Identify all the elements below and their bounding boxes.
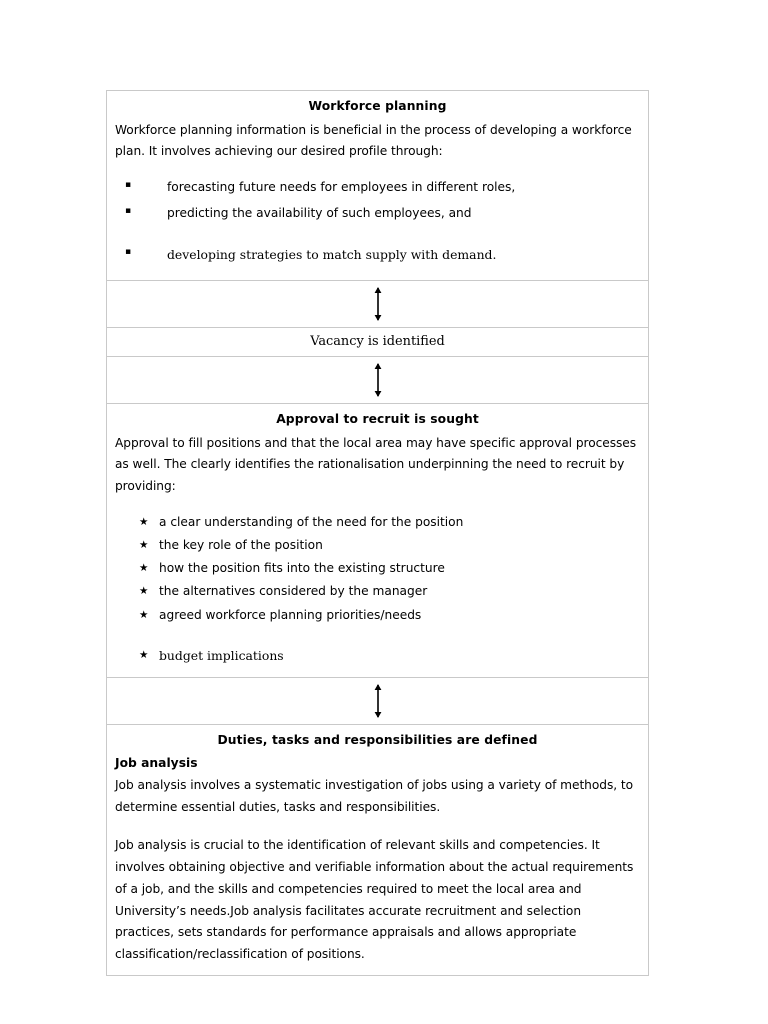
list-item-label: how the position fits into the existing structure [159,561,445,576]
section-approval-to-recruit [106,404,649,678]
list-item-label: budget implications [159,647,284,663]
connector-2-cell [107,357,648,403]
spacer [115,163,640,177]
list-item [115,605,640,626]
square-bullet-icon: ▪ [125,205,132,216]
list-item-label: developing strategies to match supply with demand. [167,247,497,263]
star-bullet-icon: ★ [139,648,149,661]
connector-row-3 [106,678,649,725]
list-item [115,645,640,667]
workforce-planning-cell [107,91,648,280]
workforce-planning-paragraph: Workforce planning information is beneficial in the process of developing a workforce plan. It involves achieving our desired profile through: [115,122,632,159]
star-bullet-icon: ★ [139,562,149,575]
list-item [115,535,640,556]
spacer [115,498,640,512]
approval-to-recruit-paragraph: Approval to fill positions and that the local area may have specific approval processes as well. The clearly identifies the rationalisation underpinning the need to recruit by providing: [115,435,637,493]
star-bullet-icon: ★ [139,585,149,598]
list-item-label: a clear understanding of the need for the position [159,514,464,529]
double-headed-down-arrow-icon [372,362,384,398]
list-item-label: agreed workforce planning priorities/needs [159,607,422,622]
connector-1-cell [107,281,648,327]
connector-row-1 [106,281,649,328]
job-analysis-paragraph-1: Job analysis involves a systematic investigation of jobs using a variety of methods, to determine essential duties, tasks and responsibilities. [115,777,634,814]
page-title: Workforce planning [308,99,447,113]
list-item [115,203,640,225]
approval-to-recruit-cell [107,404,648,677]
double-headed-down-arrow-icon [372,286,384,322]
vacancy-identified-label: Vacancy is identified [310,333,445,349]
workforce-planning-bullet-list [115,177,640,267]
duties-defined-cell [107,725,648,974]
list-item [115,244,640,266]
approval-to-recruit-bullet-list [115,512,640,667]
star-bullet-icon: ★ [139,515,149,528]
workflow-flowchart-table [106,90,649,976]
star-bullet-icon: ★ [139,608,149,621]
square-bullet-icon: ▪ [125,180,132,191]
connector-3-cell [107,678,648,724]
list-item-label: forecasting future needs for employees in different roles, [167,180,516,195]
section-workforce-planning [106,90,649,281]
double-headed-down-arrow-icon [372,683,384,719]
duties-defined-heading: Duties, tasks and responsibilities are defined [217,733,538,748]
star-bullet-icon: ★ [139,538,149,551]
section-vacancy-identified [106,328,649,357]
list-item [115,512,640,533]
job-analysis-paragraph-2: Job analysis is crucial to the identification of relevant skills and competencies. It involves obtaining objective and verifiable information about the actual requirements of a job, and the skills and competencies required to meet the local area and University’s needs.Job analysis facilitates accurate recruitment and selection practices, sets standards for performance appraisals and allows appropriate classification/reclassification of positions. [115,838,634,961]
job-analysis-subheading: Job analysis [115,755,198,770]
list-item-label: predicting the availability of such employees, and [167,205,472,220]
list-item [115,558,640,579]
list-item [115,581,640,602]
list-item [115,177,640,199]
list-item-label: the alternatives considered by the manager [159,584,428,599]
square-bullet-icon: ▪ [125,247,132,258]
connector-row-2 [106,357,649,404]
approval-to-recruit-heading: Approval to recruit is sought [276,411,479,426]
list-item-label: the key role of the position [159,537,323,552]
section-duties-defined [106,725,649,975]
